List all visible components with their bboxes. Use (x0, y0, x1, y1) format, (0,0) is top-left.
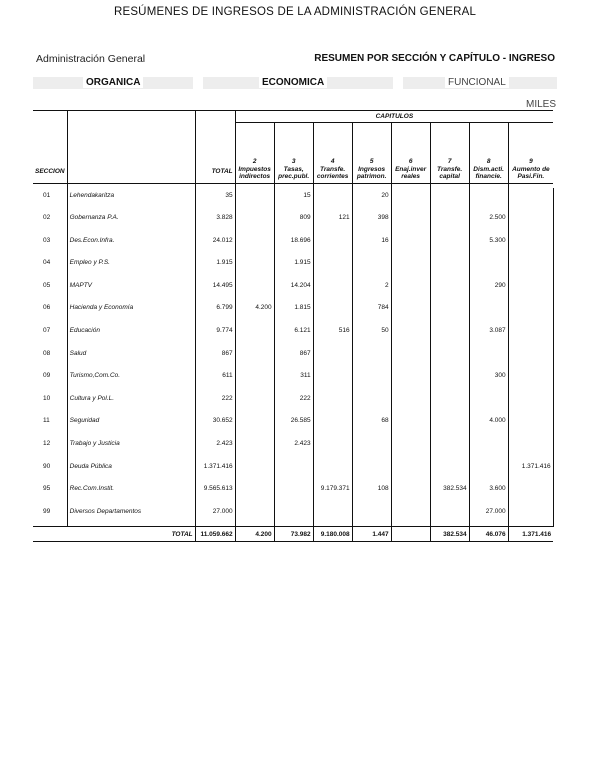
chapter-value (391, 323, 430, 346)
section-name: Turismo,Com.Co. (67, 368, 195, 391)
chapter-value (352, 255, 391, 278)
chapter-value: 290 (469, 278, 508, 301)
chapter-value (391, 278, 430, 301)
section-name: Trabajo y Justicia (67, 436, 195, 459)
admin-label: Administración General (36, 53, 146, 65)
chapter-value (391, 188, 430, 211)
section-code: 12 (43, 440, 51, 448)
section-name: MAPTV (67, 278, 195, 301)
chapter-header-text: Pasi.Fin. (517, 173, 545, 180)
chapter-header-text: Impuestos (238, 165, 271, 173)
chapter-value: 222 (274, 391, 313, 414)
row-total: 6.799 (195, 300, 235, 323)
chapter-value (391, 459, 430, 482)
chapter-value (235, 188, 274, 211)
chapter-value (508, 504, 553, 527)
chapter-value: 4.200 (235, 300, 274, 323)
table-row (33, 278, 553, 301)
units-label: MILES (525, 99, 556, 110)
chapter-value (274, 459, 313, 482)
chapter-header-text: 3 (291, 158, 296, 165)
chapter-header-5 (352, 123, 391, 184)
chapter-value: 398 (352, 210, 391, 233)
tab-funcional-label: FUNCIONAL (445, 77, 509, 88)
chapter-value: 1.371.416 (508, 459, 553, 482)
header-cell-blank (67, 111, 195, 123)
row-total: 2.423 (195, 436, 235, 459)
chapter-value (391, 436, 430, 459)
table-row (33, 188, 553, 211)
chapter-value: 784 (352, 300, 391, 323)
chapter-value (313, 188, 352, 211)
chapter-value: 1.915 (274, 255, 313, 278)
chapter-value (235, 413, 274, 436)
section-code: 02 (43, 214, 51, 222)
chapter-header-2 (235, 123, 274, 184)
table-row (33, 481, 553, 504)
chapter-value (313, 278, 352, 301)
chapter-value (508, 413, 553, 436)
chapter-header-text: 4 (330, 158, 335, 165)
chapter-total: 1.447 (352, 527, 391, 542)
chapter-value (430, 459, 469, 482)
row-total: 1.915 (195, 255, 235, 278)
section-name: Rec.Com.Instit. (67, 481, 195, 504)
chapter-value (430, 346, 469, 369)
tab-economica-label: ECONOMICA (259, 77, 327, 88)
chapter-header-text: prec.publ. (278, 173, 310, 180)
row-total: 222 (195, 391, 235, 414)
section-code: 95 (43, 485, 51, 493)
chapter-value: 3.600 (469, 481, 508, 504)
chapter-value (235, 323, 274, 346)
chapter-header-text: patrimon. (356, 173, 387, 180)
chapter-header-text: Tasas, (283, 165, 304, 173)
chapter-header-text: 9 (529, 158, 533, 165)
chapter-value: 4.000 (469, 413, 508, 436)
chapter-value: 2.423 (274, 436, 313, 459)
table-row (33, 504, 553, 527)
chapter-value (313, 368, 352, 391)
section-name: Des.Econ.Infra. (67, 233, 195, 256)
chapter-value (469, 300, 508, 323)
name-header (67, 123, 195, 184)
chapter-value (391, 481, 430, 504)
table-row (33, 391, 553, 414)
chapter-value (274, 504, 313, 527)
total-header: TOTAL (195, 123, 235, 184)
section-code: 07 (43, 327, 51, 335)
chapter-value (391, 255, 430, 278)
chapter-value (391, 233, 430, 256)
chapter-value (430, 391, 469, 414)
chapter-header-text: Ingresos (358, 165, 386, 173)
chapter-value (313, 346, 352, 369)
section-code: 11 (43, 417, 50, 425)
section-name: Cultura y Pol.L. (67, 391, 195, 414)
chapter-value (469, 436, 508, 459)
chapter-value (235, 233, 274, 256)
section-code: 09 (43, 372, 51, 380)
chapter-value (430, 188, 469, 211)
chapter-value (235, 255, 274, 278)
section-code: 08 (43, 349, 51, 357)
tab-economica[interactable] (203, 77, 393, 89)
section-code: 03 (43, 236, 51, 244)
chapter-header-8 (469, 123, 508, 184)
chapter-value (469, 391, 508, 414)
chapter-value: 3.087 (469, 323, 508, 346)
chapter-value (469, 459, 508, 482)
chapter-total: 46.076 (469, 527, 508, 542)
chapter-value: 16 (352, 233, 391, 256)
seccion-header: SECCION (35, 167, 65, 175)
row-total: 35 (195, 188, 235, 211)
table-row (33, 210, 553, 233)
chapter-total: 1.371.416 (508, 527, 553, 542)
chapter-header-text: corrientes (316, 173, 349, 180)
chapter-header-text: 8 (486, 158, 491, 165)
section-name: Salud (67, 346, 195, 369)
section-name: Gobernanza P.A. (67, 210, 195, 233)
chapter-value (352, 459, 391, 482)
chapter-header-text: indirectos (239, 173, 271, 180)
row-total: 867 (195, 346, 235, 369)
chapter-header-text: 2 (252, 158, 257, 165)
tab-organica-label: ORGANICA (83, 77, 143, 88)
table-row (33, 300, 553, 323)
chapter-value (352, 504, 391, 527)
chapter-total: 382.534 (430, 527, 469, 542)
chapter-value (430, 278, 469, 301)
table-row (33, 459, 553, 482)
section-code: 90 (43, 462, 51, 470)
row-total: 9.774 (195, 323, 235, 346)
chapter-value (430, 233, 469, 256)
chapter-value (469, 188, 508, 211)
table-row (33, 255, 553, 278)
chapter-value: 20 (352, 188, 391, 211)
chapter-total (391, 527, 430, 542)
section-name: Deuda Pública (67, 459, 195, 482)
chapter-value (430, 210, 469, 233)
chapter-value (508, 323, 553, 346)
chapter-value: 382.534 (430, 481, 469, 504)
chapter-value (235, 481, 274, 504)
grand-total: 11.059.662 (195, 527, 235, 542)
section-name: Diversos Departamentos (67, 504, 195, 527)
chapter-value (313, 233, 352, 256)
chapter-value (313, 413, 352, 436)
chapter-value (430, 323, 469, 346)
chapter-value (430, 436, 469, 459)
chapter-header-text: Transfe. (437, 165, 463, 173)
chapter-value: 14.204 (274, 278, 313, 301)
chapter-value: 5.300 (469, 233, 508, 256)
chapter-header-6 (391, 123, 430, 184)
chapter-value: 1.815 (274, 300, 313, 323)
chapter-header-3 (274, 123, 313, 184)
chapter-value (352, 368, 391, 391)
chapter-value (391, 368, 430, 391)
capitulos-header: CAPITULOS (235, 111, 553, 123)
chapter-value (235, 504, 274, 527)
chapter-value (508, 300, 553, 323)
chapter-value (313, 300, 352, 323)
chapter-value: 26.585 (274, 413, 313, 436)
chapter-value: 300 (469, 368, 508, 391)
table-row (33, 233, 553, 256)
chapter-header-text: Dism.acti. (473, 165, 504, 173)
chapter-value (430, 413, 469, 436)
row-total: 24.012 (195, 233, 235, 256)
chapter-header-text: Enaj.inver (395, 165, 427, 173)
chapter-value (469, 346, 508, 369)
chapter-value (352, 346, 391, 369)
chapter-total: 9.180.008 (313, 527, 352, 542)
chapter-value: 121 (313, 210, 352, 233)
chapter-value: 867 (274, 346, 313, 369)
chapter-value (508, 233, 553, 256)
chapter-header-4 (313, 123, 352, 184)
totals-row (33, 527, 553, 542)
section-code: 04 (43, 259, 51, 267)
row-total: 30.652 (195, 413, 235, 436)
chapter-value (313, 504, 352, 527)
chapter-value (508, 188, 553, 211)
chapter-value: 2.500 (469, 210, 508, 233)
section-name: Seguridad (67, 413, 195, 436)
chapter-value: 311 (274, 368, 313, 391)
chapter-value: 516 (313, 323, 352, 346)
chapter-value: 68 (352, 413, 391, 436)
chapter-value (508, 278, 553, 301)
table-row (33, 368, 553, 391)
table-row (33, 346, 553, 369)
chapter-value: 18.696 (274, 233, 313, 256)
section-code: 99 (43, 507, 51, 515)
chapter-header-text: Aumento de (512, 165, 550, 173)
chapter-value (430, 504, 469, 527)
chapter-value (313, 255, 352, 278)
chapter-value (235, 436, 274, 459)
chapter-value (235, 368, 274, 391)
chapter-value (235, 459, 274, 482)
tab-organica[interactable] (33, 77, 193, 89)
chapter-value (508, 481, 553, 504)
chapter-value (235, 346, 274, 369)
chapter-header-text: 6 (408, 158, 413, 165)
income-summary-table (33, 110, 554, 542)
classification-tabs (33, 77, 557, 89)
chapter-value (313, 391, 352, 414)
section-code: 01 (43, 191, 51, 199)
chapter-header-text: reales (401, 173, 421, 180)
chapter-header-text: financie. (475, 173, 502, 180)
header-cell-blank (195, 111, 235, 123)
section-name: Empleo y P.S. (67, 255, 195, 278)
chapter-value: 6.121 (274, 323, 313, 346)
row-total: 3.828 (195, 210, 235, 233)
chapter-value (313, 436, 352, 459)
totals-label: TOTAL (33, 527, 195, 542)
chapter-header-text: capital (439, 173, 460, 180)
chapter-value: 108 (352, 481, 391, 504)
chapter-value: 9.179.371 (313, 481, 352, 504)
chapter-value: 50 (352, 323, 391, 346)
chapter-value (508, 346, 553, 369)
chapter-value: 2 (352, 278, 391, 301)
table-row (33, 323, 553, 346)
page-title: RESÚMENES DE INGRESOS DE LA ADMINISTRACIÓN GENERAL (113, 6, 477, 18)
section-name: Lehendakaritza (67, 188, 195, 211)
chapter-value: 809 (274, 210, 313, 233)
chapter-value (235, 278, 274, 301)
chapter-value (391, 413, 430, 436)
chapter-value: 27.000 (469, 504, 508, 527)
section-code: 05 (43, 281, 51, 289)
chapter-header-text: 7 (447, 158, 452, 165)
chapter-value (508, 391, 553, 414)
chapter-total: 4.200 (235, 527, 274, 542)
chapter-value (391, 210, 430, 233)
chapter-value (430, 300, 469, 323)
chapter-value (508, 255, 553, 278)
chapter-value (274, 481, 313, 504)
chapter-value (352, 391, 391, 414)
chapter-value (508, 436, 553, 459)
chapter-value (508, 368, 553, 391)
row-total: 9.565.613 (195, 481, 235, 504)
row-total: 1.371.416 (195, 459, 235, 482)
row-total: 27.000 (195, 504, 235, 527)
chapter-value (469, 255, 508, 278)
chapter-value (235, 391, 274, 414)
chapter-value (508, 210, 553, 233)
row-total: 611 (195, 368, 235, 391)
table-row (33, 436, 553, 459)
chapter-value (313, 459, 352, 482)
chapter-value: 15 (274, 188, 313, 211)
section-name: Educación (67, 323, 195, 346)
section-code: 10 (43, 394, 51, 402)
section-name: Hacienda y Economía (67, 300, 195, 323)
chapter-value (430, 368, 469, 391)
chapter-header-9 (508, 123, 553, 184)
chapter-total: 73.982 (274, 527, 313, 542)
chapter-value (391, 346, 430, 369)
table-row (33, 413, 553, 436)
header-cell-blank (33, 111, 67, 123)
chapter-value (391, 504, 430, 527)
chapter-header-text: Transfe. (320, 165, 346, 173)
chapter-value (352, 436, 391, 459)
chapter-value (391, 300, 430, 323)
chapter-value (391, 391, 430, 414)
chapter-value (235, 210, 274, 233)
report-title: RESUMEN POR SECCIÓN Y CAPÍTULO - INGRESO (314, 53, 555, 64)
section-code: 06 (43, 304, 51, 312)
tab-funcional[interactable] (403, 77, 557, 89)
chapter-header-7 (430, 123, 469, 184)
chapter-value (430, 255, 469, 278)
row-total: 14.495 (195, 278, 235, 301)
chapter-header-text: 5 (369, 158, 374, 165)
